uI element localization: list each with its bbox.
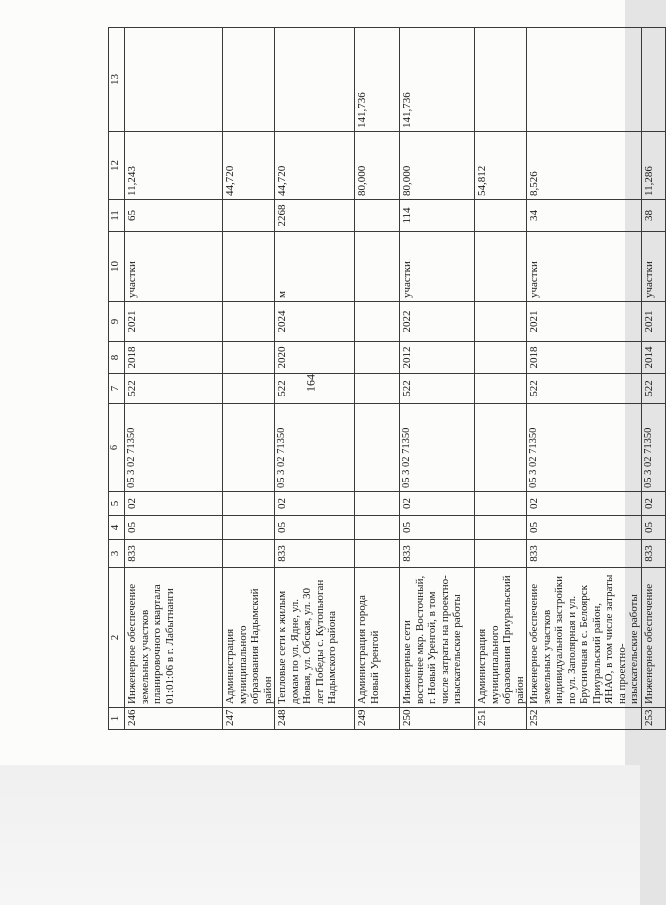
table-cell: 05 <box>527 516 642 540</box>
table-row <box>275 28 355 730</box>
table-cell: 522 <box>125 374 223 404</box>
table-cell <box>355 342 400 374</box>
column-header: 13 <box>109 28 125 132</box>
column-header: 7 <box>109 374 125 404</box>
table-cell: 05 <box>400 516 475 540</box>
table-cell: 02 <box>275 492 355 516</box>
table-cell <box>475 540 527 568</box>
table-cell: 2014 <box>641 342 665 374</box>
table-cell <box>475 28 527 132</box>
column-header: 5 <box>109 492 125 516</box>
column-header: 9 <box>109 302 125 342</box>
table-row <box>223 28 275 730</box>
table-cell <box>641 28 665 132</box>
table-cell: 833 <box>527 540 642 568</box>
table-cell <box>355 404 400 492</box>
table-cell: 833 <box>125 540 223 568</box>
table-cell <box>275 28 355 132</box>
page-number: 164 <box>303 374 318 392</box>
table-cell: Администрация муниципального образования Приуральский район <box>475 568 527 708</box>
column-header: 8 <box>109 342 125 374</box>
table-cell <box>223 342 275 374</box>
table-cell: 246 <box>125 708 223 730</box>
column-header: 2 <box>109 568 125 708</box>
table-cell: Администрация муниципального образования Надымский район <box>223 568 275 708</box>
budget-table <box>108 27 666 730</box>
table-row <box>475 28 527 730</box>
table-cell <box>475 200 527 232</box>
table-cell <box>355 492 400 516</box>
table-cell: 05 3 02 71350 <box>641 404 665 492</box>
column-header: 12 <box>109 132 125 200</box>
table-row <box>641 28 665 730</box>
table-cell: 248 <box>275 708 355 730</box>
table-cell: 02 <box>527 492 642 516</box>
table-cell: 11,286 <box>641 132 665 200</box>
table-cell: 05 <box>641 516 665 540</box>
table-cell: 2022 <box>400 302 475 342</box>
table-cell: 80,000 <box>400 132 475 200</box>
table-cell: Инженерное обеспечение земельных участков планировочного квартала 01:01:06 в г. Лабытнанги <box>125 568 223 708</box>
table-cell: Тепловые сети к жилым домам по ул. Ядне, ул. Новая, ул. Обская, ул. 30 лет Победы с. Кутопьюган Надымского района <box>275 568 355 708</box>
table-cell: 251 <box>475 708 527 730</box>
table-cell <box>475 374 527 404</box>
table-cell: 02 <box>400 492 475 516</box>
table-header-row <box>109 28 125 730</box>
table-cell: участки <box>641 232 665 302</box>
table-cell: 249 <box>355 708 400 730</box>
table-cell <box>223 28 275 132</box>
table-cell <box>475 516 527 540</box>
table-cell: участки <box>125 232 223 302</box>
table-cell <box>475 302 527 342</box>
table-cell: 44,720 <box>275 132 355 200</box>
table-cell <box>355 374 400 404</box>
table-row <box>355 28 400 730</box>
column-header: 3 <box>109 540 125 568</box>
table-cell: 833 <box>275 540 355 568</box>
table-cell <box>527 28 642 132</box>
table-cell: 522 <box>527 374 642 404</box>
table-cell: 2012 <box>400 342 475 374</box>
table-cell: 2020 <box>275 342 355 374</box>
table-cell: 141,736 <box>400 28 475 132</box>
column-header: 11 <box>109 200 125 232</box>
table-cell: 02 <box>125 492 223 516</box>
table-cell: участки <box>400 232 475 302</box>
table-cell: 38 <box>641 200 665 232</box>
table-row <box>400 28 475 730</box>
table-cell: 253 <box>641 708 665 730</box>
table-cell: 34 <box>527 200 642 232</box>
table-cell: 2018 <box>125 342 223 374</box>
table-cell: 54,812 <box>475 132 527 200</box>
table-cell: Администрация города Новый Уренгой <box>355 568 400 708</box>
table-cell <box>223 404 275 492</box>
table-cell <box>475 404 527 492</box>
table-cell: 252 <box>527 708 642 730</box>
rotated-table-container <box>108 28 655 730</box>
table-cell <box>475 232 527 302</box>
table-cell: 05 3 02 71350 <box>400 404 475 492</box>
table-cell <box>223 516 275 540</box>
table-cell: 833 <box>400 540 475 568</box>
table-cell: 2021 <box>641 302 665 342</box>
table-cell <box>475 342 527 374</box>
table-cell: 522 <box>641 374 665 404</box>
table-cell <box>475 492 527 516</box>
table-cell: 05 3 02 71350 <box>125 404 223 492</box>
column-header: 10 <box>109 232 125 302</box>
table-cell: 2268 <box>275 200 355 232</box>
table-cell <box>223 492 275 516</box>
table-cell <box>223 232 275 302</box>
table-cell: 114 <box>400 200 475 232</box>
table-cell: 247 <box>223 708 275 730</box>
table-cell: 05 3 02 71350 <box>275 404 355 492</box>
table-cell <box>355 516 400 540</box>
table-cell <box>223 200 275 232</box>
scan-bottom-margin <box>0 765 640 905</box>
table-cell <box>355 302 400 342</box>
table-cell: м <box>275 232 355 302</box>
table-cell: 2021 <box>125 302 223 342</box>
table-cell: Инженерные сети восточнее мкр. Восточный, г. Новый Уренгой, в том числе затраты на проектно-изыскательские работы <box>400 568 475 708</box>
table-cell: 522 <box>275 374 355 404</box>
table-cell: 522 <box>400 374 475 404</box>
table-cell: 44,720 <box>223 132 275 200</box>
table-cell: участки <box>527 232 642 302</box>
table-cell <box>355 540 400 568</box>
table-cell <box>223 302 275 342</box>
table-cell <box>223 374 275 404</box>
column-header: 1 <box>109 708 125 730</box>
table-cell: 2018 <box>527 342 642 374</box>
table-cell: 05 3 02 71350 <box>527 404 642 492</box>
table-cell: 11,243 <box>125 132 223 200</box>
table-cell: 02 <box>641 492 665 516</box>
table-row <box>527 28 642 730</box>
column-header: 4 <box>109 516 125 540</box>
table-cell: Инженерное обеспечение земельных участков индивидуальной застройки по ул. Заполярная и ул. Брусничная в с. Белоярск Приуральский район, ЯНАО, в том числе затраты на проектно-изыскательские работы <box>527 568 642 708</box>
table-cell: 250 <box>400 708 475 730</box>
table-cell: 80,000 <box>355 132 400 200</box>
table-cell: 05 <box>125 516 223 540</box>
table-cell: 8,526 <box>527 132 642 200</box>
table-cell: 833 <box>641 540 665 568</box>
table-cell: Инженерное обеспечение <box>641 568 665 708</box>
column-header: 6 <box>109 404 125 492</box>
table-cell <box>355 200 400 232</box>
table-row <box>125 28 223 730</box>
table-cell: 05 <box>275 516 355 540</box>
table-cell: 2021 <box>527 302 642 342</box>
table-cell <box>355 232 400 302</box>
table-cell <box>125 28 223 132</box>
table-cell: 141,736 <box>355 28 400 132</box>
table-cell <box>223 540 275 568</box>
table-cell: 65 <box>125 200 223 232</box>
table-cell: 2024 <box>275 302 355 342</box>
